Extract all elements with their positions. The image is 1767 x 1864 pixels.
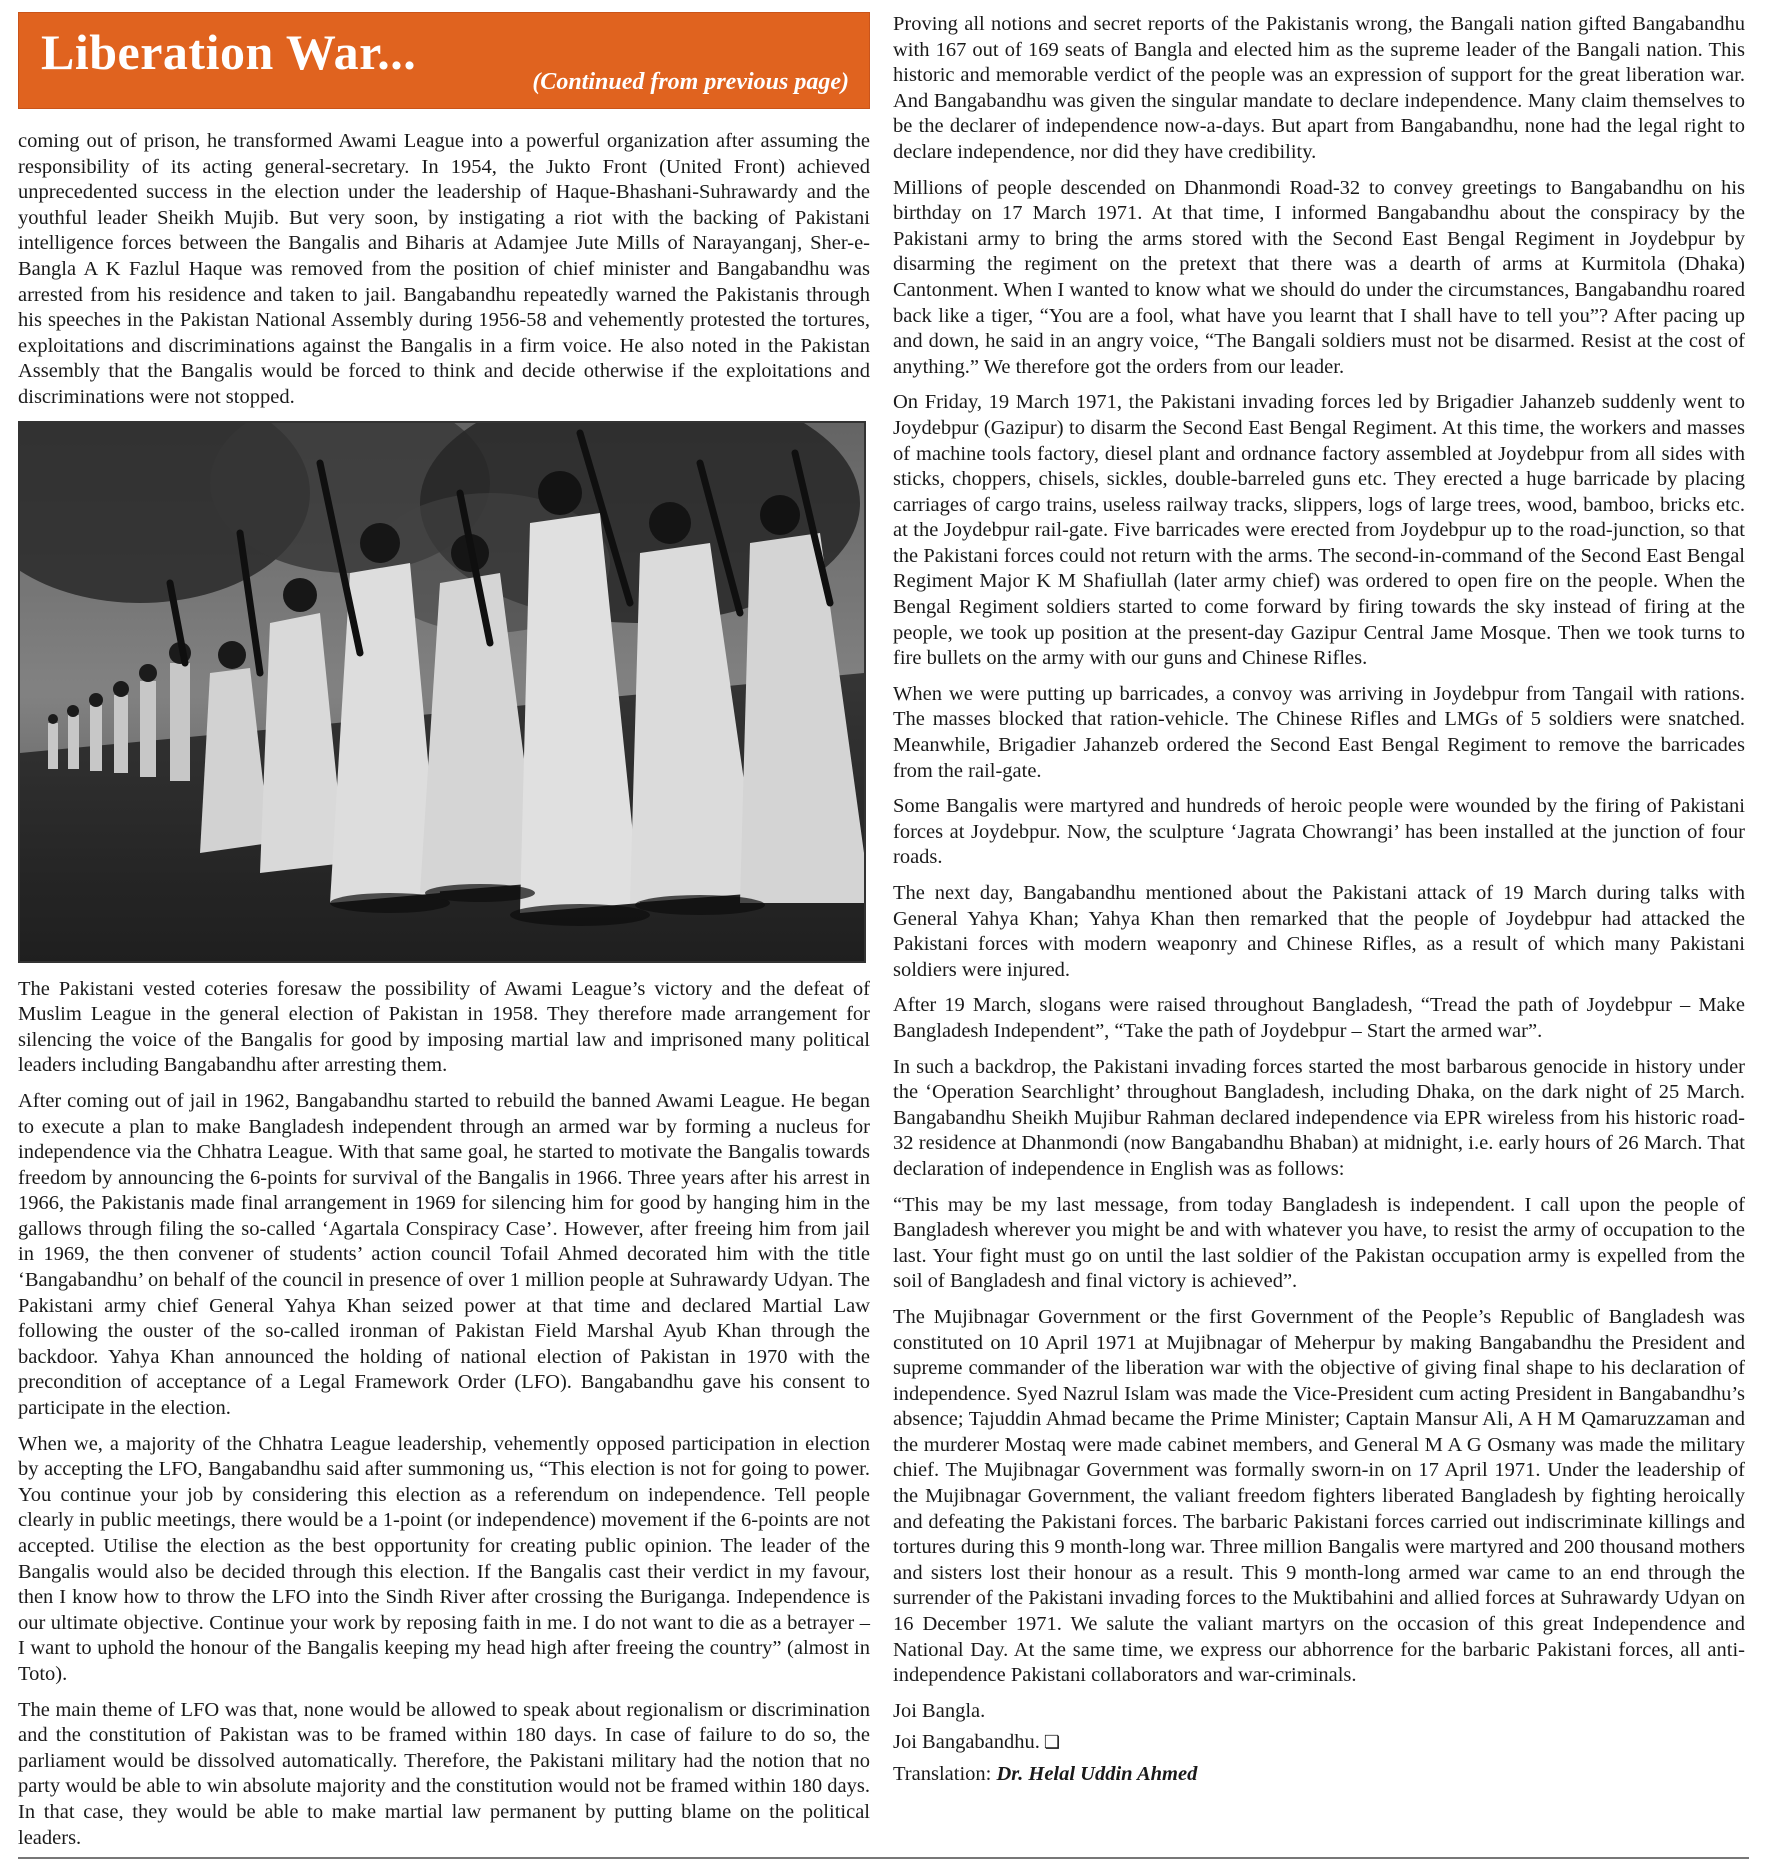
closing-line bbox=[893, 1730, 1745, 1756]
closing-line: Joi Bangla. bbox=[893, 1699, 986, 1722]
article-paragraph: After 19 March, slogans were raised throughout Bangladesh, “Tread the path of Joydebpur – Make Bangladesh Independent”, “Take the path of Joydebpur – Start the armed war”. bbox=[893, 994, 1745, 1042]
section-banner bbox=[18, 12, 870, 109]
article-paragraph: The main theme of LFO was that, none would be allowed to speak about regionalism or discrimination and the constitution of Pakistan was to be framed within 180 days. In case of failure to do so, the parliament would be dissolved automatically. Therefore, the Pakistani military had the notion that no party would be able to win absolute majority and the constitution would not be framed within 180 days. In that case, they would be able to make martial law permanent by putting blame on the political leaders. bbox=[18, 1698, 870, 1849]
article-paragraph: On Friday, 19 March 1971, the Pakistani invading forces led by Brigadier Jahanzeb suddenly went to Joydebpur (Gazipur) to disarm the Second East Bengal Regiment. At this time, the workers and masses of machine tools factory, diesel plant and ordnance factory assembled at Joydebpur from all sides with sticks, choppers, chisels, sickles, double-barreled guns etc. They erected a huge barricade by placing carriages of cargo trains, useless railway tracks, slippers, logs of large trees, wood, bamboo, bricks etc. at the Joydebpur rail-gate. Five barricades were erected from Joydebpur up to the road-junction, so that the Pakistani forces could not return with the arms. The second-in-command of the Second East Bengal Regiment Major K M Shafiullah (later army chief) was ordered to open fire on the people. When the Bengal Regiment soldiers started to come forward by firing towards the sky instead of firing at the people, we took up position at the present-day Gazipur Central Jame Mosque. Then we took turns to fire bullets on the army with our guns and Chinese Rifles. bbox=[893, 391, 1745, 670]
translation-credit bbox=[893, 1762, 1745, 1788]
declaration-quote: “This may be my last message, from today Bangladesh is independent. I call upon the people of Bangladesh wherever you might be and with whatever you have, to resist the army of occupation to the last. Your fight must go on until the last soldier of the Pakistan occupation army is expelled from the soil of Bangladesh and final victory is achieved”. bbox=[893, 1193, 1745, 1293]
continued-note: (Continued from previous page) bbox=[532, 69, 849, 95]
article-paragraph: Proving all notions and secret reports of the Pakistanis wrong, the Bangali nation gifted Bangabandhu with 167 out of 169 seats of Bangla and elected him as the supreme leader of the Bangali nation. This historic and memorable verdict of the people was an expression of support for the great liberation war. And Bangabandhu was given the singular mandate to declare independence. Many claim themselves to be the declarer of independence now-a-days. But apart from Bangabandhu, none had the legal right to declare independence, nor did they have credibility. bbox=[893, 13, 1745, 163]
article-paragraph: When we, a majority of the Chhatra League leadership, vehemently opposed participation in election by accepting the LFO, Bangabandhu said after summoning us, “This election is not for going to power. You continue your job by considering this election as a referendum on independence. Tell people clearly in public meetings, there would be a 1-point (or independence) movement if the 6-points are not accepted. Utilise the election as the best opportunity for creating public opinion. The leader of the Bangalis would also be decided through this election. If the Bangalis cast their verdict in my favour, then I know how to throw the LFO into the Sindh River after crossing the Buriganga. Independence is our ultimate objective. Continue your work by reposing faith in me. I do not want to die as a betrayer – I want to uphold the honour of the Bangalis keeping my head high after freeing the country” (almost in Toto). bbox=[18, 1432, 870, 1685]
article-paragraph: coming out of prison, he transformed Awami League into a powerful organization after assuming the responsibility of its acting general-secretary. In 1954, the Jukto Front (United Front) achieved unprecedented success in the election under the leadership of Haque-Bhashani-Suhrawardy and the youthful leader Sheikh Mujib. But very soon, by instigating a riot with the backing of Pakistani intelligence forces between the Bangalis and Biharis at Adamjee Jute Mills of Narayanganj, Sher-e-Bangla A K Fazlul Haque was removed from the position of chief minister and Bangabandhu was arrested from his residence and taken to jail. Bangabandhu repeatedly warned the Pakistanis through his speeches in the Pakistan National Assembly during 1956-58 and vehemently protested the tortures, exploitations and discriminations against the Bangalis in a firm voice. He also noted in the Pakistan Assembly that the Bangalis would be forced to think and decide otherwise if the exploitations and discriminations were not stopped. bbox=[18, 130, 870, 408]
right-column bbox=[893, 12, 1745, 1794]
article-paragraph: Millions of people descended on Dhanmondi Road-32 to convey greetings to Bangabandhu on his birthday on 17 March 1971. At that time, I informed Bangabandhu about the conspiracy by the Pakistani army to bring the arms stored with the Second East Bengal Regiment in Joydebpur by disarming the regiment on the pretext that there was a dearth of arms at Kurmitola (Dhaka) Cantonment. When I wanted to know what we should do under the circumstances, Bangabandhu roared back like a tiger, “You are a fool, what have you learnt that I shall have to tell you”? After pacing up and down, he said in an angry voice, “The Bangali soldiers must not be disarmed. Resist at the cost of anything.” We therefore got the orders from our leader. bbox=[893, 176, 1745, 378]
translator-name: Dr. Helal Uddin Ahmed bbox=[996, 1763, 1198, 1785]
marching-women-photo-icon bbox=[20, 423, 864, 961]
left-column bbox=[18, 12, 870, 1861]
end-square-icon: ❏ bbox=[1043, 1732, 1061, 1753]
article-paragraph: Some Bangalis were martyred and hundreds of heroic people were wounded by the firing of Pakistani forces at Joydebpur. Now, the sculpture ‘Jagrata Chowrangi’ has been installed at the junction of four roads. bbox=[893, 795, 1745, 869]
archival-photo bbox=[18, 421, 866, 963]
bottom-divider bbox=[18, 1857, 1749, 1859]
article-paragraph: The next day, Bangabandhu mentioned about the Pakistani attack of 19 March during talks with General Yahya Khan; Yahya Khan then remarked that the people of Joydebpur had attacked the Pakistani forces with modern weaponry and Chinese Rifles, as a result of which many Pakistani soldiers were injured. bbox=[893, 882, 1745, 981]
translation-label: Translation: bbox=[893, 1763, 992, 1785]
article-paragraph: After coming out of jail in 1962, Bangabandhu started to rebuild the banned Awami League. He began to execute a plan to make Bangladesh independent through an armed war by forming a nucleus for independence via the Chhatra League. With that same goal, he started to motivate the Bangalis towards freedom by announcing the 6-points for survival of the Bangalis in 1966. Three years after his arrest in 1966, the Pakistanis made final arrangement in 1969 for silencing him for good by hanging him in the gallows through filing the so-called ‘Agartala Conspiracy Case’. However, after freeing him from jail in 1969, the then convener of students’ action council Tofail Ahmed decorated him with the title ‘Bangabandhu’ on behalf of the council in presence of over 1 million people at Suhrawardy Udyan. The Pakistani army chief General Yahya Khan seized power at that time and declared Martial Law following the ouster of the so-called ironman of Pakistan Field Marshal Ayub Khan through the backdoor. Yahya Khan announced the holding of national election of Pakistan in 1970 with the precondition of acceptance of a Legal Framework Order (LFO). Bangabandhu gave his consent to participate in the election. bbox=[18, 1089, 870, 1420]
closing-block bbox=[893, 1699, 1745, 1788]
article-paragraph: In such a backdrop, the Pakistani invading forces started the most barbarous genocide in history under the ‘Operation Searchlight’ throughout Bangladesh, including Dhaka, on the dark night of 25 March. Bangabandhu Sheikh Mujibur Rahman declared independence via EPR wireless from his historic road-32 residence at Dhanmondi (now Bangabandhu Bhaban) at midnight, i.e. early hours of 26 March. That declaration of independence in English was as follows: bbox=[893, 1055, 1745, 1180]
article-paragraph: The Mujibnagar Government or the first Government of the People’s Republic of Bangladesh was constituted on 10 April 1971 at Mujibnagar of Meherpur by making Bangabandhu the President and supreme commander of the liberation war with the objective of giving final shape to his declaration of independence. Syed Nazrul Islam was made the Vice-President cum acting President in Bangabandhu’s absence; Tajuddin Ahmad became the Prime Minister; Captain Mansur Ali, A H M Qamaruzzaman and the murderer Mostaq were made cabinet members, and General M A G Osmany was made the military chief. The Mujibnagar Government was formally sworn-in on 17 April 1971. Under the leadership of the Mujibnagar Government, the valiant freedom fighters liberated Bangladesh by fighting heroically and defeating the Pakistani forces. The barbaric Pakistani forces carried out indiscriminate killings and tortures during this 9 month-long war. Three million Bangalis were martyred and 200 thousand mothers and sisters lost their honour as a result. This 9 month-long armed war came to an end through the surrender of the Pakistani invading forces to the Muktibahini and allied forces at Suhrawardy Udyan on 16 December 1971. We salute the valiant martyrs on the occasion of this great Independence and National Day. At the same time, we express our abhorrence for the barbaric Pakistani forces, all anti-independence Pakistani collaborators and war-criminals. bbox=[893, 1305, 1745, 1687]
article-paragraph: When we were putting up barricades, a convoy was arriving in Joydebpur from Tangail with rations. The masses blocked that ration-vehicle. The Chinese Rifles and LMGs of 5 soldiers were snatched. Meanwhile, Brigadier Jahanzeb ordered the Second East Bengal Regiment to remove the barricades from the rail-gate. bbox=[893, 682, 1745, 782]
article-paragraph: The Pakistani vested coteries foresaw the possibility of Awami League’s victory and the defeat of Muslim League in the general election of Pakistan in 1958. They therefore made arrangement for silencing the voice of the Bangalis for good by imposing martial law and imprisoned many political leaders including Bangabandhu after arresting them. bbox=[18, 977, 870, 1077]
page-title: Liberation War... bbox=[41, 24, 417, 80]
closing-line-text: Joi Bangabandhu. bbox=[893, 1731, 1040, 1754]
